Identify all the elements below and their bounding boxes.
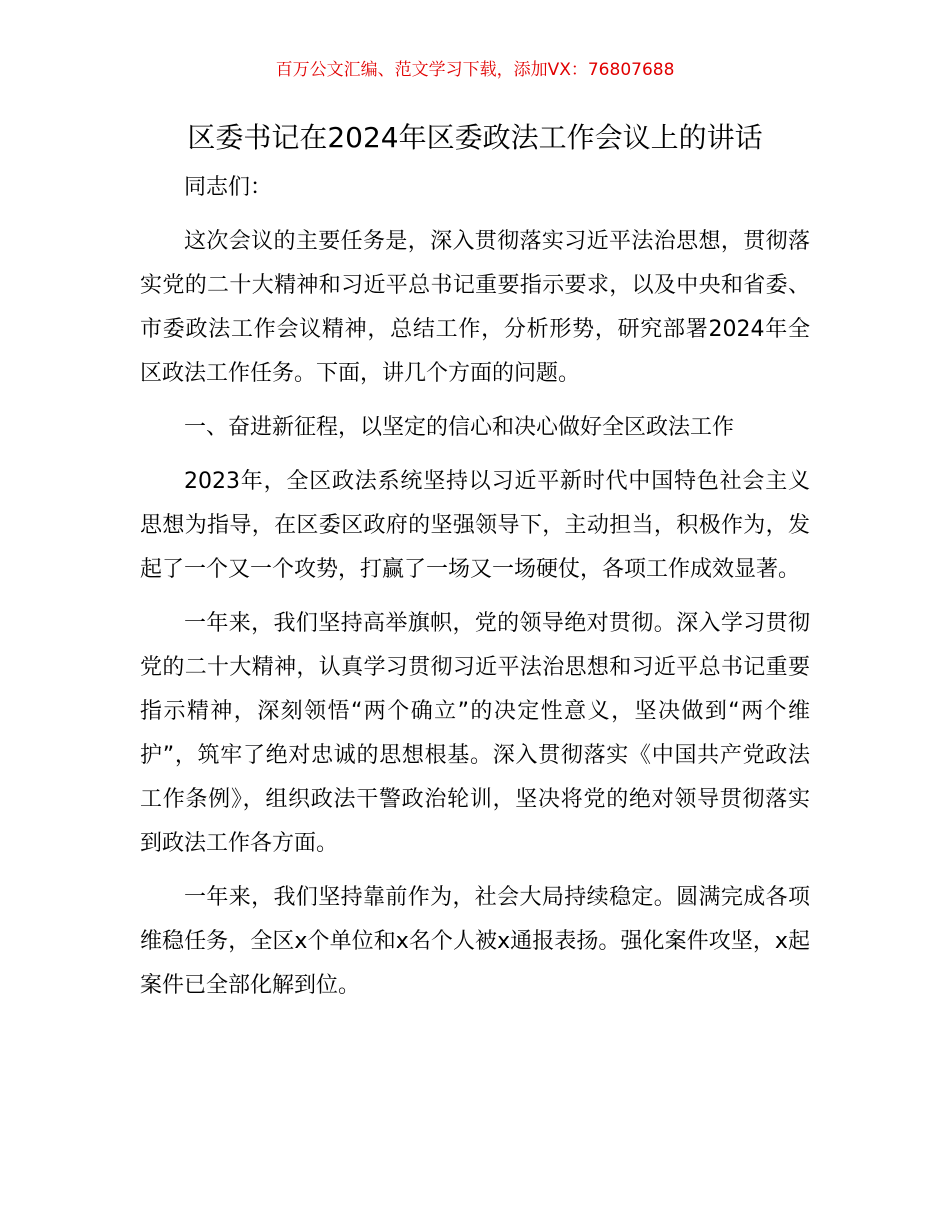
header-note: 百万公文汇编、范文学习下载，添加VX：76807688 [275, 60, 675, 80]
paragraph-party-leadership: 一年来，我们坚持高举旗帜，党的领导绝对贯彻。深入学习贯彻党的二十大精神，认真学习贯彻习近平法治思想和习近平总书记重要指示精神，深刻领悟“两个确立”的决定性意义，坚决做到“两个维护”，筑牢了绝对忠诚的思想根基。深入贯彻落实《中国共产党政法工作条例》，组织政法干警政治轮训，坚决将党的绝对领导贯彻落实到政法工作各方面。 [140, 611, 810, 856]
paragraph-social-stability: 一年来，我们坚持靠前作为，社会大局持续稳定。圆满完成各项维稳任务，全区x个单位和x名个人被x通报表扬。强化案件攻坚，x起案件已全部化解到位。 [140, 885, 810, 998]
section-heading-1: 一、奋进新征程，以坚定的信心和决心做好全区政法工作 [184, 415, 735, 440]
paragraph-2023-summary: 2023年，全区政法系统坚持以习近平新时代中国特色社会主义思想为指导，在区委区政府的坚强领导下，主动担当，积极作为，发起了一个又一个攻势，打赢了一场又一场硬仗，各项工作成效显著。 [140, 469, 810, 582]
document-title: 区委书记在2024年区委政法工作会议上的讲话 [187, 121, 763, 154]
document-body [140, 166, 810, 1018]
paragraph-intro: 这次会议的主要任务是，深入贯彻落实习近平法治思想，贯彻落实党的二十大精神和习近平总书记重要指示要求，以及中央和省委、市委政法工作会议精神，总结工作，分析形势，研究部署2024年全区政法工作任务。下面，讲几个方面的问题。 [140, 229, 810, 386]
greeting: 同志们： [184, 175, 273, 200]
